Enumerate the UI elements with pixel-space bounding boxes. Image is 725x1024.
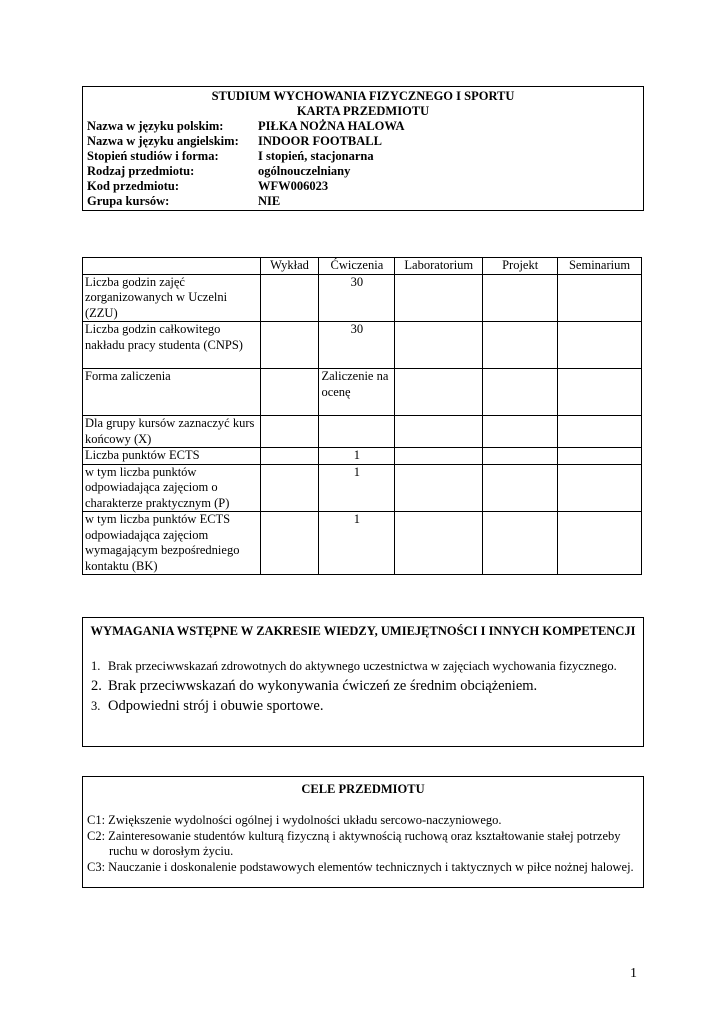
table-row [83, 369, 642, 416]
goals-heading: CELE PRZEDMIOTU [301, 782, 425, 796]
cell [558, 274, 642, 322]
column-header: Seminarium [558, 258, 642, 275]
cell [260, 512, 319, 575]
cell [395, 512, 483, 575]
table-row [83, 416, 642, 448]
info-label: Kod przedmiotu: [87, 179, 180, 193]
info-row-type [87, 164, 639, 179]
cell: 1 [319, 464, 395, 512]
cell [395, 369, 483, 416]
cell [558, 322, 642, 369]
cell: 30 [319, 322, 395, 369]
requirement-item [91, 696, 637, 716]
info-row-name-en [87, 134, 639, 149]
info-row-code [87, 179, 639, 194]
info-value: NIE [258, 194, 281, 208]
info-label: Nazwa w języku polskim: [87, 119, 224, 133]
cell [558, 512, 642, 575]
row-label: w tym liczba punktów ECTS odpowiadająca zajęciom wymagającym bezpośredniego kontaktu (BK) [83, 512, 261, 575]
goal-item: C1: Zwiększenie wydolności ogólnej i wydolności układu sercowo-naczyniowego. [87, 813, 502, 827]
hours-table [82, 257, 642, 575]
cell [395, 448, 483, 465]
cell [260, 416, 319, 448]
info-row-name-pl [87, 119, 639, 134]
info-row-group [87, 194, 639, 209]
cell [483, 416, 558, 448]
table-row [83, 274, 642, 322]
column-header: Projekt [483, 258, 558, 275]
info-value: WFW006023 [258, 179, 329, 193]
goal-item: C2: Zainteresowanie studentów kulturą fizyczną i aktywnością ruchową oraz kształtowanie stałej potrzeby ruchu w dorosłym życiu. [87, 828, 621, 858]
page-number: 1 [630, 966, 637, 981]
cell [260, 322, 319, 369]
info-label: Grupa kursów: [87, 194, 170, 208]
requirement-item [91, 658, 637, 674]
requirement-item [91, 676, 637, 696]
row-label: w tym liczba punktów odpowiadająca zajęciom o charakterze praktycznym (P) [83, 464, 261, 512]
cell: 1 [319, 448, 395, 465]
cell [483, 322, 558, 369]
item-number: 1. [91, 659, 101, 673]
item-text: Brak przeciwwskazań do wykonywania ćwiczeń ze średnim obciążeniem. [108, 678, 538, 694]
row-label: Liczba punktów ECTS [83, 448, 261, 465]
cell [260, 274, 319, 322]
info-row-degree [87, 149, 639, 164]
cell [395, 274, 483, 322]
cell [483, 464, 558, 512]
table-row [83, 448, 642, 465]
info-value: INDOOR FOOTBALL [258, 134, 382, 148]
info-label: Rodzaj przedmiotu: [87, 164, 195, 178]
info-label: Stopień studiów i forma: [87, 149, 219, 163]
cell [395, 416, 483, 448]
column-header: Ćwiczenia [319, 258, 395, 275]
item-number: 3. [91, 699, 101, 713]
info-value: PIŁKA NOŻNA HALOWA [258, 119, 405, 133]
cell [319, 416, 395, 448]
cell [558, 416, 642, 448]
cell: 1 [319, 512, 395, 575]
cell: 30 [319, 274, 395, 322]
header-title: STUDIUM WYCHOWANIA FIZYCZNEGO I SPORTU [211, 89, 515, 103]
table-row [83, 512, 642, 575]
cell: Zaliczenie na ocenę [319, 369, 395, 416]
cell [260, 464, 319, 512]
requirements-section [82, 617, 644, 747]
table-header-row [83, 258, 642, 275]
info-value: I stopień, stacjonarna [258, 149, 374, 163]
header-subtitle: KARTA PRZEDMIOTU [296, 104, 430, 118]
cell [260, 369, 319, 416]
empty-header-cell [83, 258, 261, 275]
cell [483, 369, 558, 416]
row-label: Forma zaliczenia [83, 369, 261, 416]
cell [395, 464, 483, 512]
column-header: Laboratorium [395, 258, 483, 275]
item-text: Brak przeciwwskazań zdrowotnych do aktywnego uczestnictwa w zajęciach wychowania fizycznego. [108, 659, 617, 673]
row-label: Dla grupy kursów zaznaczyć kurs końcowy (X) [83, 416, 261, 448]
item-text: Odpowiedni strój i obuwie sportowe. [108, 698, 324, 714]
row-label: Liczba godzin zajęć zorganizowanych w Uczelni (ZZU) [83, 274, 261, 322]
course-card-header [82, 86, 644, 211]
cell [483, 448, 558, 465]
table-row [83, 322, 642, 369]
cell [558, 369, 642, 416]
table-row [83, 464, 642, 512]
cell [558, 448, 642, 465]
goals-section [82, 776, 644, 888]
column-header: Wykład [260, 258, 319, 275]
goal-item: C3: Nauczanie i doskonalenie podstawowych elementów technicznych i taktycznych w piłce nożnej halowej. [87, 859, 634, 874]
cell [483, 512, 558, 575]
cell [483, 274, 558, 322]
requirements-heading: WYMAGANIA WSTĘPNE W ZAKRESIE WIEDZY, UMIEJĘTNOŚCI I INNYCH KOMPETENCJI [90, 624, 636, 638]
cell [260, 448, 319, 465]
cell [395, 322, 483, 369]
cell [558, 464, 642, 512]
info-label: Nazwa w języku angielskim: [87, 134, 239, 148]
row-label: Liczba godzin całkowitego nakładu pracy studenta (CNPS) [83, 322, 261, 369]
info-value: ogólnouczelniany [258, 164, 351, 178]
item-number: 2. [91, 678, 102, 694]
